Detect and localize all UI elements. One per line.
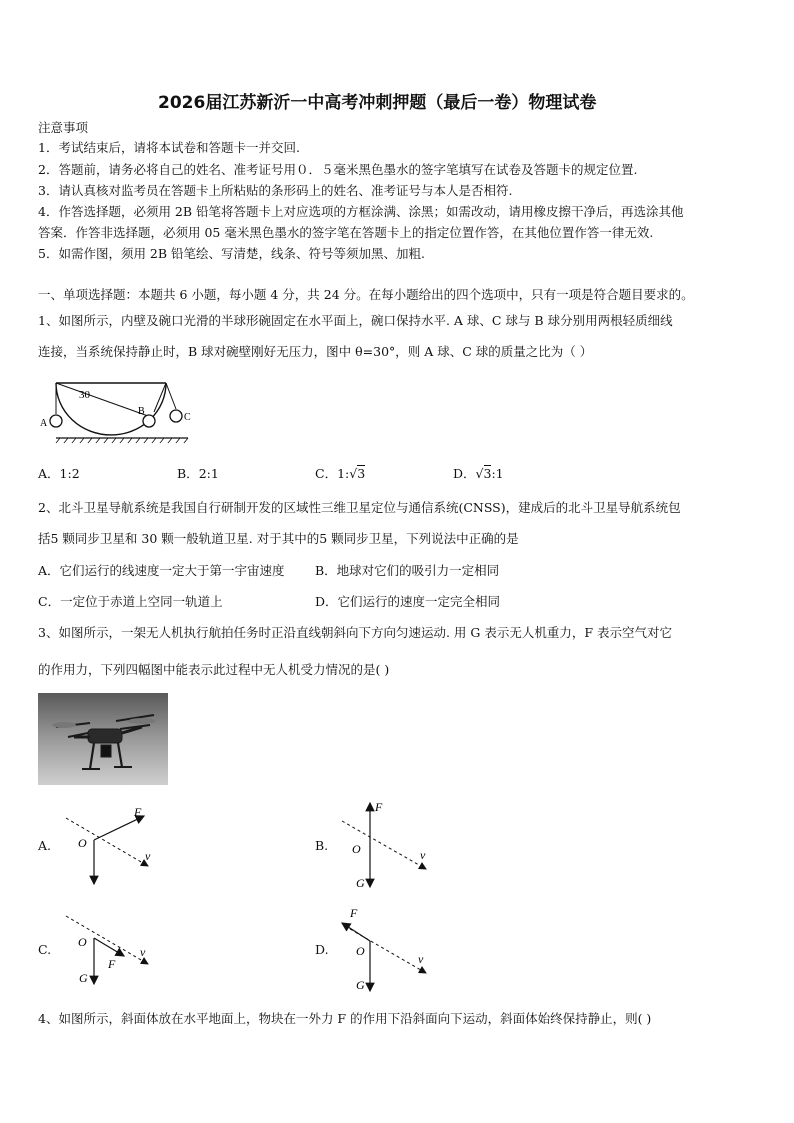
option-letter: B．: [177, 466, 199, 481]
option-letter: A．: [38, 466, 60, 481]
velocity-label: v: [418, 952, 424, 966]
notice-item: 2．答题前，请务必将自己的姓名、准考证号用０．５毫米黑色墨水的签字笔填写在试卷及答题卡的规定位置.: [38, 162, 638, 177]
force-diagram-a: [60, 800, 180, 890]
velocity-label: v: [420, 848, 426, 862]
ball-b-label: B: [138, 406, 145, 417]
notice-item: 答案．作答非选择题，必须用 05 毫米黑色墨水的签字笔在答题卡上的指定位置作答，在其他位置作答一律无效.: [38, 225, 654, 240]
option-d: D．它们运行的速度一定完全相同: [315, 594, 501, 609]
page-title: 2026届江苏新沂一中高考冲刺押题（最后一卷）物理试卷: [158, 93, 597, 113]
option-d-label: D.: [315, 942, 329, 957]
notice-item: 5．如需作图，须用 2B 铅笔绘、写清楚，线条、符号等须加黑、加粗.: [38, 246, 426, 261]
option-b: [177, 464, 219, 482]
gravity-g-label: G: [356, 876, 365, 890]
option-c: [315, 464, 365, 482]
question-4-text: 4、如图所示，斜面体放在水平地面上，物块在一外力 F 的作用下沿斜面向下运动，斜面体始终保持静止，则( ): [38, 1011, 652, 1026]
ball-c-label: C: [184, 412, 191, 423]
question-2-text: 括5 颗同步卫星和 30 颗一般轨道卫星. 对于其中的5 颗同步卫星，下列说法中正确的是: [38, 531, 519, 546]
option-a: A．它们运行的线速度一定大于第一宇宙速度: [38, 563, 285, 578]
sqrt-radicand: 3: [357, 466, 366, 481]
option-a: [38, 464, 80, 482]
angle-label: 30: [79, 389, 90, 401]
option-text: 2:1: [198, 466, 219, 481]
force-f-label: F: [108, 957, 116, 971]
force-diagram-d: [330, 903, 450, 999]
sqrt-radicand: 3: [483, 466, 492, 481]
notice-item: 3．请认真核对监考员在答题卡上所粘贴的条形码上的姓名、准考证号与本人是否相符.: [38, 183, 513, 198]
gravity-g-label: G: [79, 971, 88, 985]
force-f-label: F: [350, 906, 358, 920]
force-diagram-b: [330, 795, 450, 895]
question-3-text: 3、如图所示，一架无人机执行航拍任务时正沿直线朝斜向下方向匀速运动. 用 G 表示无人机重力，F 表示空气对它: [38, 625, 672, 640]
notice-item: 1．考试结束后，请将本试卷和答题卡一并交回.: [38, 140, 300, 155]
option-text: 1:2: [59, 466, 80, 481]
gravity-g-label: G: [356, 978, 365, 992]
sqrt-sign: √: [349, 466, 358, 481]
question-3-text: 的作用力，下列四幅图中能表示此过程中无人机受力情况的是( ): [38, 662, 390, 677]
point-o-label: O: [352, 842, 361, 856]
option-d: [453, 464, 504, 482]
option-text: :1: [491, 466, 504, 481]
point-o-label: O: [78, 836, 87, 850]
option-c-label: C.: [38, 942, 52, 957]
option-a-label: A.: [38, 838, 52, 853]
question-1-text: 连接，当系统保持静止时，B 球对碗壁刚好无压力，图中 θ=30°，则 A 球、C 球的质量之比为（ ）: [38, 344, 593, 359]
bowl-figure: [36, 376, 196, 444]
velocity-label: v: [140, 945, 146, 959]
option-letter: C．: [315, 466, 338, 481]
velocity-label: v: [145, 849, 151, 863]
point-o-label: O: [78, 935, 87, 949]
point-o-label: O: [356, 944, 365, 958]
drone-photo: [38, 693, 168, 785]
force-f-label: F: [134, 805, 142, 819]
option-c: C．一定位于赤道上空同一轨道上: [38, 594, 223, 609]
section-heading: 一、单项选择题：本题共 6 小题，每小题 4 分，共 24 分。在每小题给出的四个选项中，只有一项是符合题目要求的。: [38, 287, 694, 302]
option-letter: D．: [453, 466, 476, 481]
sqrt-sign: √: [475, 466, 484, 481]
ball-a-label: A: [40, 418, 48, 429]
notice-item: 4．作答选择题，必须用 2B 铅笔将答题卡上对应选项的方框涂满、涂黑；如需改动，请用橡皮擦干净后，再选涂其他: [38, 204, 684, 219]
question-2-text: 2、北斗卫星导航系统是我国自行研制开发的区域性三维卫星定位与通信系统(CNSS)，建成后的北斗卫星导航系统包: [38, 500, 681, 515]
force-f-label: F: [375, 800, 383, 814]
force-diagram-c: [60, 908, 180, 994]
question-1-text: 1、如图所示，内壁及碗口光滑的半球形碗固定在水平面上，碗口保持水平. A 球、C 球与 B 球分别用两根轻质细线: [38, 313, 673, 328]
option-b-label: B.: [315, 838, 329, 853]
notice-heading: 注意事项: [38, 120, 89, 135]
option-b: B．地球对它们的吸引力一定相同: [315, 563, 500, 578]
option-text: 1:: [337, 466, 350, 481]
